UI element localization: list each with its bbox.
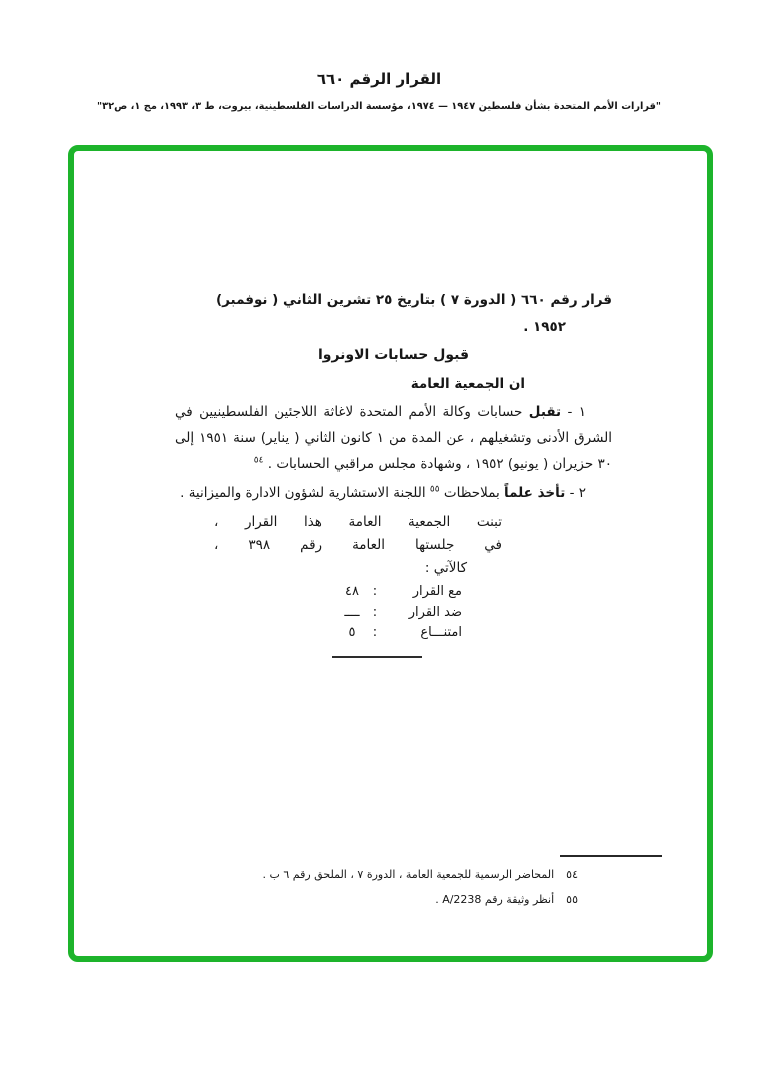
resolution-title-line1: قرار رقم ٦٦٠ ( الدورة ٧ ) بتاريخ ٢٥ تشرين الثاني ( نوفمبر) — [215, 292, 612, 308]
para2-number: ٢ - — [569, 485, 586, 501]
footnotes-section — [217, 855, 662, 916]
vote-abstain-count: ٥ — [348, 625, 356, 640]
footnote-54 — [217, 866, 662, 883]
vote-for-count: ٤٨ — [345, 584, 359, 599]
para2-body-before-ref: بملاحظات — [443, 485, 500, 501]
vote-row-against — [338, 603, 462, 624]
adoption-line2: في جلستها العامة رقم ٣٩٨ ، — [214, 537, 502, 553]
footnote-divider — [560, 855, 662, 857]
page-title: القرار الرقم ٦٦٠ — [316, 70, 442, 88]
para2-body-after-ref: اللجنة الاستشارية لشؤون الادارة والميزانية . — [180, 485, 426, 501]
vote-against-colon: : — [372, 604, 378, 620]
para1-body: حسابات وكالة الأمم المتحدة لاغاثة اللاجئين الفلسطينيين في الشرق الأدنى وتشغيلهم ، عن المدة من ١ كانون الثاني ( يناير) سنة ١٩٥١ إلى ٣٠ حزيران ( يونيو) ١٩٥٢ ، وشهادة مجلس مراقبي الحسابات . — [175, 404, 612, 472]
vote-against-count: ــــ — [344, 604, 360, 620]
footnote-55-number: ٥٥ — [566, 893, 578, 906]
adoption-line1: تبنت الجمعية العامة هذا القرار ، — [214, 514, 502, 530]
vote-abstain-colon: : — [372, 625, 378, 640]
operative-paragraph-1 — [175, 399, 612, 477]
operative-paragraph-2 — [175, 480, 612, 506]
vote-abstain-label: امتنـــاع — [420, 625, 462, 640]
footnote-ref-54: ٥٤ — [253, 455, 264, 466]
adoption-line3: كالآتي : — [424, 560, 467, 576]
preamble-general-assembly: ان الجمعية العامة — [410, 376, 525, 392]
resolution-title-line2: ١٩٥٢ . — [523, 319, 566, 335]
vote-tally — [338, 582, 462, 644]
vote-for-label: مع القرار — [412, 584, 462, 599]
resolution-body — [175, 287, 612, 658]
footnote-54-text: المحاضر الرسمية للجمعية العامة ، الدورة ٧ ، الملحق رقم ٦ ب . — [262, 868, 555, 881]
resolution-title — [175, 287, 612, 341]
adoption-note — [175, 511, 612, 580]
vote-row-for — [338, 582, 462, 603]
green-highlight-frame — [68, 145, 713, 962]
footnote-55-text: أنظر وثيقة رقم A/2238 . — [435, 893, 555, 906]
para2-operative-verb: تأخذ علماً — [504, 485, 566, 501]
footnote-54-number: ٥٤ — [566, 868, 578, 881]
resolution-subject: قبول حسابات الاونروا — [317, 347, 470, 363]
para1-operative-verb: تقبل — [528, 404, 562, 420]
vote-against-label: ضد القرار — [408, 604, 462, 620]
footnote-ref-55: ٥٥ — [429, 484, 440, 495]
footnote-55 — [217, 891, 662, 908]
para1-number: ١ - — [567, 404, 586, 420]
votes-end-divider — [332, 656, 422, 658]
vote-for-colon: : — [372, 584, 378, 599]
vote-row-abstain — [338, 623, 462, 644]
source-citation: "قرارات الأمم المتحدة بشأن فلسطين ١٩٤٧ — ١٩٧٤، مؤسسة الدراسات الفلسطينية، بيروت، ط ٣، ١٩٩٣، مج ١، ص٣٢" — [96, 101, 662, 112]
